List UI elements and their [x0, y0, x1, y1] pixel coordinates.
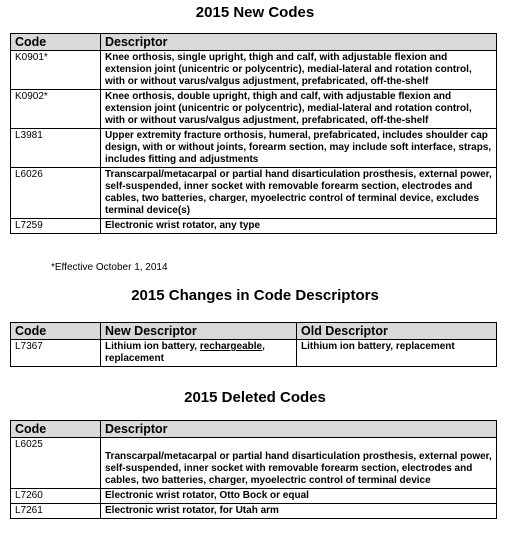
- code-cell: L6025: [11, 438, 101, 489]
- descriptor-cell: Electronic wrist rotator, any type: [101, 219, 497, 234]
- old-descriptor-cell: Lithium ion battery, replacement: [297, 340, 497, 367]
- table-row: [11, 219, 497, 234]
- table-header-row: [11, 421, 497, 438]
- descriptor-column-header: Descriptor: [101, 421, 497, 438]
- code-cell: L7261: [11, 504, 101, 519]
- changes-table: [10, 322, 497, 367]
- new-codes-table: [10, 33, 497, 234]
- new-codes-title: 2015 New Codes: [195, 4, 315, 21]
- descriptor-cell: Electronic wrist rotator, for Utah arm: [101, 504, 497, 519]
- code-cell: L7260: [11, 489, 101, 504]
- code-cell: K0901*: [11, 51, 101, 90]
- descriptor-cell: Knee orthosis, double upright, thigh and calf, with adjustable flexion and extension joint (unicentric or polycentric), medial-lateral and rotation control, with or without varus/valgus adjustment, prefabricated, off-the-shelf: [101, 90, 497, 129]
- table-row: [11, 51, 497, 90]
- new-descriptor-column-header: New Descriptor: [101, 323, 297, 340]
- table-row: [11, 438, 497, 489]
- descriptor-cell: Transcarpal/metacarpal or partial hand disarticulation prosthesis, external power, self-suspended, inner socket with removable forearm section, electrodes and cables, two batteries, charger, myoelectric control of terminal device: [101, 438, 497, 489]
- code-cell: L7259: [11, 219, 101, 234]
- descriptor-cell: Electronic wrist rotator, Otto Bock or equal: [101, 489, 497, 504]
- code-cell: L7367: [11, 340, 101, 367]
- old-descriptor-column-header: Old Descriptor: [297, 323, 497, 340]
- code-cell: K0902*: [11, 90, 101, 129]
- code-column-header: Code: [11, 421, 101, 438]
- code-column-header: Code: [11, 323, 101, 340]
- table-row: [11, 168, 497, 219]
- table-row: [11, 129, 497, 168]
- descriptor-cell: Upper extremity fracture orthosis, humeral, prefabricated, includes shoulder cap design, with or without joints, forearm section, may include soft interface, straps, includes fitting and adjustments: [101, 129, 497, 168]
- new-descriptor-underlined-text: rechargeable: [199, 341, 263, 352]
- table-header-row: [11, 34, 497, 51]
- table-header-row: [11, 323, 497, 340]
- descriptor-column-header: Descriptor: [101, 34, 497, 51]
- code-column-header: Code: [11, 34, 101, 51]
- table-row: [11, 340, 497, 367]
- code-cell: L3981: [11, 129, 101, 168]
- effective-date-footnote: *Effective October 1, 2014: [51, 262, 168, 273]
- changes-title: 2015 Changes in Code Descriptors: [131, 287, 379, 304]
- descriptor-cell: Knee orthosis, single upright, thigh and calf, with adjustable flexion and extension joint (unicentric or polycentric), medial-lateral and rotation control, with or without varus/valgus adjustment, prefabricated, off-the-shelf: [101, 51, 497, 90]
- table-row: [11, 504, 497, 519]
- new-descriptor-cell: [101, 340, 297, 367]
- deleted-codes-table: [10, 420, 497, 519]
- descriptor-cell: Transcarpal/metacarpal or partial hand disarticulation prosthesis, external power, self-suspended, inner socket with removable forearm section, electrodes and cables, two batteries, charger, myoelectric control of terminal device, excludes terminal device(s): [101, 168, 497, 219]
- table-row: [11, 90, 497, 129]
- new-descriptor-text: , replacement: [105, 341, 265, 364]
- deleted-codes-title: 2015 Deleted Codes: [184, 389, 326, 406]
- table-row: [11, 489, 497, 504]
- new-descriptor-text: Lithium ion battery,: [105, 341, 200, 352]
- code-cell: L6026: [11, 168, 101, 219]
